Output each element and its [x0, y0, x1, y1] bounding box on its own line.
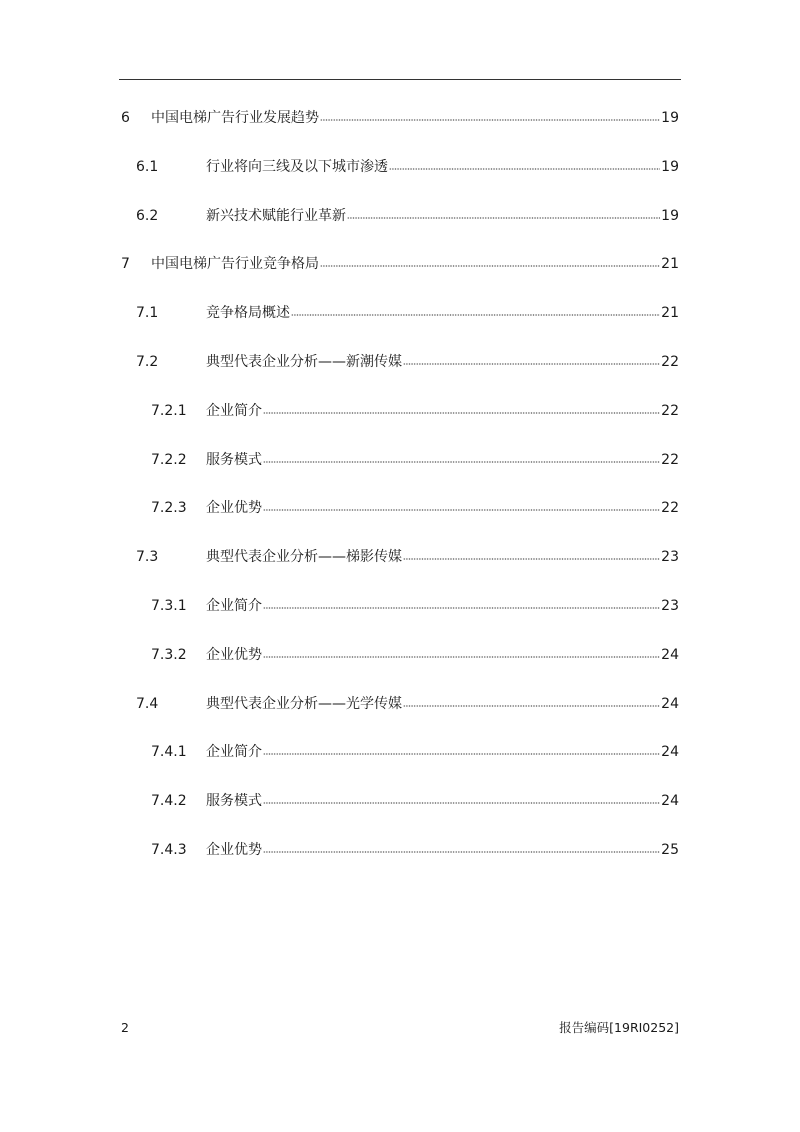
dot-leader	[347, 206, 660, 220]
toc-entry-page-number: 23	[661, 598, 679, 614]
toc-entry-title: 服务模式	[206, 793, 262, 809]
toc-entry-number: 7	[121, 256, 130, 272]
dot-leader	[389, 157, 660, 171]
toc-entry-title: 企业简介	[206, 744, 262, 760]
toc-entry-page-number: 22	[661, 354, 679, 370]
toc-entry-leader-line	[206, 498, 679, 518]
toc-entry-page-number: 21	[661, 256, 679, 272]
toc-entry-number: 6.2	[136, 208, 159, 224]
dot-leader	[320, 254, 660, 268]
toc-entry-page-number: 19	[661, 110, 679, 126]
toc-entry-number: 7.2.2	[151, 452, 187, 468]
toc-entry-leader-line	[206, 596, 679, 616]
dot-leader	[263, 791, 660, 805]
toc-entry-number: 7.4.3	[151, 842, 187, 858]
toc-entry-page-number: 24	[661, 696, 679, 712]
toc-entry[interactable]	[0, 303, 800, 323]
toc-entry-leader-line	[206, 157, 679, 177]
toc-entry-title: 行业将向三线及以下城市渗透	[206, 159, 388, 175]
toc-entry-page-number: 24	[661, 647, 679, 663]
toc-entry-number: 7.1	[136, 305, 159, 321]
toc-entry-page-number: 23	[661, 549, 679, 565]
report-code: 报告编码[19RI0252]	[559, 1020, 679, 1035]
toc-entry-number: 7.4.2	[151, 793, 187, 809]
toc-entry-leader-line	[206, 303, 679, 323]
toc-entry-page-number: 22	[661, 403, 679, 419]
dot-leader	[263, 450, 660, 464]
toc-entry-title: 典型代表企业分析——梯影传媒	[206, 549, 402, 565]
toc-entry[interactable]	[0, 108, 800, 128]
toc-entry-leader-line	[151, 108, 679, 128]
toc-entry-page-number: 24	[661, 744, 679, 760]
toc-entry-number: 7.2.1	[151, 403, 187, 419]
toc-entry-title: 企业优势	[206, 500, 262, 516]
toc-entry-number: 7.2.3	[151, 500, 187, 516]
toc-entry-number: 7.3.2	[151, 647, 187, 663]
toc-entry-leader-line	[206, 450, 679, 470]
toc-entry-title: 中国电梯广告行业发展趋势	[151, 110, 319, 126]
toc-entry-page-number: 22	[661, 452, 679, 468]
toc-entry-leader-line	[206, 547, 679, 567]
toc-entry-leader-line	[206, 742, 679, 762]
toc-entry-leader-line	[151, 254, 679, 274]
dot-leader	[263, 498, 660, 512]
toc-entry-page-number: 19	[661, 208, 679, 224]
toc-entry-leader-line	[206, 791, 679, 811]
toc-entry-number: 6	[121, 110, 130, 126]
toc-entry-leader-line	[206, 645, 679, 665]
dot-leader	[263, 645, 660, 659]
dot-leader	[403, 547, 660, 561]
toc-entry-page-number: 21	[661, 305, 679, 321]
toc-entry-title: 服务模式	[206, 452, 262, 468]
toc-entry[interactable]	[0, 254, 800, 274]
toc-entry[interactable]	[0, 352, 800, 372]
dot-leader	[403, 694, 660, 708]
toc-entry[interactable]	[0, 157, 800, 177]
toc-entry-title: 企业简介	[206, 403, 262, 419]
toc-entry-title: 中国电梯广告行业竞争格局	[151, 256, 319, 272]
dot-leader	[263, 401, 660, 415]
dot-leader	[291, 303, 660, 317]
toc-entry-number: 7.4	[136, 696, 159, 712]
toc-entry-leader-line	[206, 401, 679, 421]
toc-entry-leader-line	[206, 694, 679, 714]
toc-entry-title: 典型代表企业分析——光学传媒	[206, 696, 402, 712]
toc-entry-title: 企业简介	[206, 598, 262, 614]
toc-entry[interactable]	[0, 840, 800, 860]
toc-entry[interactable]	[0, 596, 800, 616]
toc-entry[interactable]	[0, 742, 800, 762]
toc-entry-title: 企业优势	[206, 842, 262, 858]
toc-entry-title: 新兴技术赋能行业革新	[206, 208, 346, 224]
toc-entry[interactable]	[0, 694, 800, 714]
toc-entry-page-number: 24	[661, 793, 679, 809]
toc-entry-page-number: 22	[661, 500, 679, 516]
toc-entry-number: 7.3	[136, 549, 159, 565]
toc-entry[interactable]	[0, 645, 800, 665]
toc-entry-title: 企业优势	[206, 647, 262, 663]
dot-leader	[263, 742, 660, 756]
toc-entry[interactable]	[0, 498, 800, 518]
toc-entry[interactable]	[0, 206, 800, 226]
toc-entry[interactable]	[0, 791, 800, 811]
toc-entry-number: 7.3.1	[151, 598, 187, 614]
toc-entry[interactable]	[0, 401, 800, 421]
toc-entry-number: 6.1	[136, 159, 159, 175]
dot-leader	[263, 596, 660, 610]
toc-entry-title: 典型代表企业分析——新潮传媒	[206, 354, 402, 370]
toc-entry[interactable]	[0, 450, 800, 470]
page-footer	[0, 1018, 800, 1038]
toc-entry-page-number: 25	[661, 842, 679, 858]
dot-leader	[263, 840, 660, 854]
toc-entry[interactable]	[0, 547, 800, 567]
page-number: 2	[121, 1020, 129, 1035]
dot-leader	[403, 352, 660, 366]
dot-leader	[320, 108, 660, 122]
toc-entry-leader-line	[206, 840, 679, 860]
toc-entry-number: 7.2	[136, 354, 159, 370]
toc-entry-page-number: 19	[661, 159, 679, 175]
toc-entry-number: 7.4.1	[151, 744, 187, 760]
toc-entry-title: 竞争格局概述	[206, 305, 290, 321]
toc-entry-leader-line	[206, 352, 679, 372]
toc-entry-leader-line	[206, 206, 679, 226]
